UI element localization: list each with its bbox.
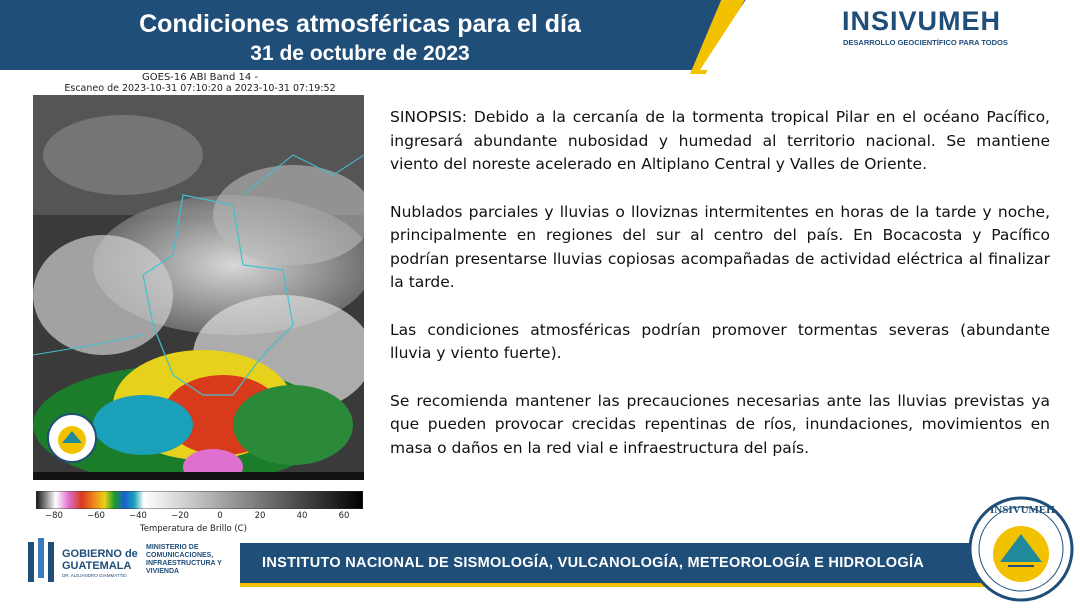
institution-seal-icon <box>47 413 97 463</box>
scale-axis-label: Temperatura de Brillo (C) <box>140 524 247 534</box>
page-date: 31 de octubre de 2023 <box>250 42 470 65</box>
recommendation-paragraph: Se recomienda mantener las precauciones necesarias ante las lluvias previstas ya que pueden provocar crecidas repentinas de ríos, inundaciones, movimientos en masa o daños en la red vial e infraestructura del país. <box>390 391 1050 457</box>
forecast-paragraph: Nublados parciales y lluvias o lloviznas intermitentes en horas de la tarde y noche, principalmente en regiones del sur al centro del país. En Bocacosta y Pacífico podrían presentarse lluvias copiosas acompañadas de actividad eléctrica al finalizar la tarde. <box>390 202 1050 291</box>
storm-warning-paragraph: Las condiciones atmosféricas podrían promover tormentas severas (abundante lluvia y viento fuerte). <box>390 320 1050 362</box>
footer-accent-stripe <box>240 583 1000 587</box>
page-title: Condiciones atmosféricas para el día <box>139 10 581 38</box>
satellite-caption-title: GOES-16 ABI Band 14 - <box>142 72 258 83</box>
scale-tick: 0 <box>217 511 223 521</box>
government-emblem-icon <box>26 538 56 584</box>
scale-tick: −40 <box>129 511 147 521</box>
scale-tick: 40 <box>296 511 308 521</box>
scale-tick: 60 <box>338 511 350 521</box>
insivumeh-seal <box>968 496 1074 602</box>
scale-tick: −20 <box>171 511 189 521</box>
brand-tagline: DESARROLLO GEOCIENTÍFICO PARA TODOS <box>843 38 1008 47</box>
scale-tick-labels <box>30 511 365 523</box>
gov-label-country: GUATEMALA <box>62 560 132 572</box>
ministry-label: MINISTERIO DE COMUNICACIONES, INFRAESTRUCTURA Y VIVIENDA <box>146 544 222 575</box>
scale-tick: −60 <box>87 511 105 521</box>
scale-tick: 20 <box>254 511 266 521</box>
synopsis-paragraph: SINOPSIS: Debido a la cercanía de la tormenta tropical Pilar en el océano Pacífico, ingresará abundante nubosidad y humedad al territorio nacional. Se mantiene viento del noreste acelerado en Altiplano Central y Valles de Oriente. <box>390 108 1050 173</box>
forecast-text <box>390 106 1050 484</box>
gov-label-top: GOBIERNO de <box>62 548 138 560</box>
temperature-color-scale <box>36 491 363 509</box>
satellite-caption-scan: Escaneo de 2023-10-31 07:10:20 a 2023-10-31 07:19:52 <box>64 83 336 94</box>
brand-logo-text: INSIVUMEH <box>842 6 1002 36</box>
gov-label-president: DR. ALEJANDRO GIAMMATTEI <box>62 573 127 578</box>
seal-label: INSIVUMEH <box>990 504 1055 516</box>
institute-name: INSTITUTO NACIONAL DE SISMOLOGÍA, VULCANOLOGÍA, METEOROLOGÍA E HIDROLOGÍA <box>262 555 925 571</box>
satellite-image <box>33 95 364 480</box>
scale-tick: −80 <box>45 511 63 521</box>
